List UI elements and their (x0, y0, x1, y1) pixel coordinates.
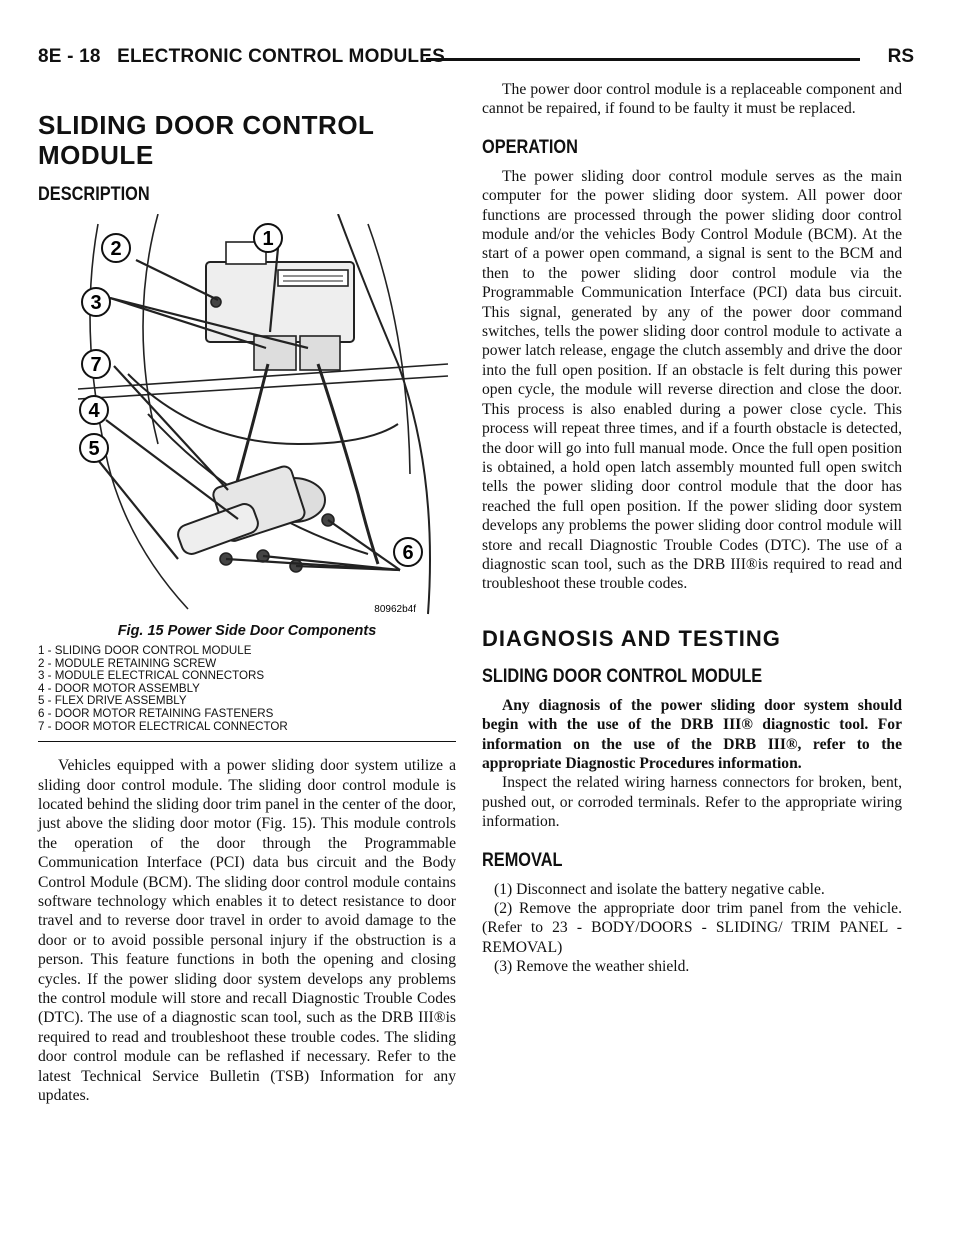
spacer (482, 594, 902, 624)
callout-4: 4 (88, 400, 100, 422)
figure-power-side-door (38, 214, 456, 621)
page-number: 8E - 18 (38, 46, 101, 67)
diagnosis-paragraph: Inspect the related wiring harness connectors for broken, bent, pushed out, or corroded terminals. Refer to the appropriate wiring information. (482, 774, 902, 831)
spacer (482, 832, 902, 850)
callout-3: 3 (90, 292, 102, 314)
callout-5: 5 (88, 438, 100, 460)
diagnosis-subheading: SLIDING DOOR CONTROL MODULE (482, 665, 763, 687)
legend-item: 7 - DOOR MOTOR ELECTRICAL CONNECTOR (38, 719, 288, 733)
right-column (482, 80, 902, 977)
image-code: 80962b4f (374, 604, 416, 615)
header-rule (426, 58, 860, 61)
figure-caption: Fig. 15 Power Side Door Components (117, 623, 377, 639)
legend-item: 6 - DOOR MOTOR RETAINING FASTENERS (38, 706, 274, 720)
removal-step: (2) Remove the appropriate door trim panel from the vehicle. (Refer to 23 - BODY/DOORS - SLIDING/ TRIM PANEL - REMOVAL) (482, 900, 902, 956)
figure-legend (38, 645, 456, 733)
left-column (38, 110, 456, 1105)
spacer (482, 119, 902, 137)
legend-item: 3 - MODULE ELECTRICAL CONNECTORS (38, 669, 265, 683)
diagnosis-bold-paragraph: Any diagnosis of the power sliding door system should begin with the use of the DRB III® diagnostic tool. For information on the use of the DRB III®, refer to the appropriate Diagnostic Procedures information. (482, 696, 902, 772)
diagnosis-heading: DIAGNOSIS AND TESTING (482, 625, 781, 651)
legend-item: 4 - DOOR MOTOR ASSEMBLY (38, 681, 200, 695)
legend-item: 2 - MODULE RETAINING SCREW (38, 656, 217, 670)
operation-heading: OPERATION (482, 136, 578, 158)
page-header (38, 46, 914, 74)
page-title: SLIDING DOOR CONTROL MODULE (38, 110, 374, 170)
callout-7: 7 (90, 354, 102, 376)
removal-heading: REMOVAL (482, 849, 563, 871)
description-paragraph: Vehicles equipped with a power sliding door system utilize a sliding door control module. The sliding door control module is located behind the sliding door trim panel in the center of the door, just above the sliding door motor (Fig. 15). This module controls the operation of the door through the Programmable Communication Interface (PCI) data bus circuit and the Body Control Module (BCM). The sliding door control module contains software technology which enables it to detect resistance to door travel and to reverse door travel in order to avoid damage to the door or to avoid possible personal injury if the obstruction is a person. This feature functions in both the opening and closing cycles. If the power sliding door system develops any problems the control module will store and recall Diagnostic Trouble Codes (DTC). The use of a diagnostic scan tool, such as the DRB III®is required to read and troubleshoot these trouble codes. The sliding door control module can be reflashed if necessary. Refer to the latest Technical Service Bulletin (TSB) Information for any updates. (38, 757, 456, 1105)
removal-step: (1) Disconnect and isolate the battery negative cable. (494, 880, 825, 898)
callout-1: 1 (262, 228, 274, 250)
callout-6: 6 (402, 542, 414, 564)
removal-step: (3) Remove the weather shield. (494, 958, 690, 976)
operation-paragraph: The power sliding door control module serves as the main computer for the power sliding door system. All power door functions are processed through the power sliding door control module and/or the vehicles Body Control Module (BCM). At the start of a power open command, a signal is sent to the BCM and then to the power sliding door control module via the Programmable Communication Interface (PCI) data bus circuit. This signal, generated by any of the power door command switches, tells the power sliding door control module to activate a power latch release, engage the clutch assembly and drive the door into the full open position. If an obstacle is felt during this power open cycle, the module will reverse direction and close the door. This process is also enabled during a power close cycle. This process will repeat three times, and if a fourth obstacle is detected, the door will go into full manual mode. Once the full open position is obtained, a hold open latch assembly mounted full open switch tells the power sliding door control module that the door has reached the full open position. If the power sliding door system develops any problems the power sliding door control module will store and recall Diagnostic Trouble Codes (DTC). The use of a diagnostic scan tool, such as the DRB III®is required to read and troubleshoot these trouble codes. (482, 167, 902, 593)
door-components-illustration (38, 214, 456, 621)
replace-paragraph: The power door control module is a replaceable component and cannot be repaired, if found to be faulty it must be replaced. (482, 81, 902, 118)
callout-2: 2 (110, 238, 122, 260)
legend-divider (38, 741, 456, 742)
header-code: RS (887, 46, 914, 67)
section-title: ELECTRONIC CONTROL MODULES (117, 46, 445, 67)
header-left (38, 46, 445, 68)
legend-item: 5 - FLEX DRIVE ASSEMBLY (38, 694, 187, 708)
description-heading: DESCRIPTION (38, 184, 150, 205)
legend-item: 1 - SLIDING DOOR CONTROL MODULE (38, 644, 252, 657)
